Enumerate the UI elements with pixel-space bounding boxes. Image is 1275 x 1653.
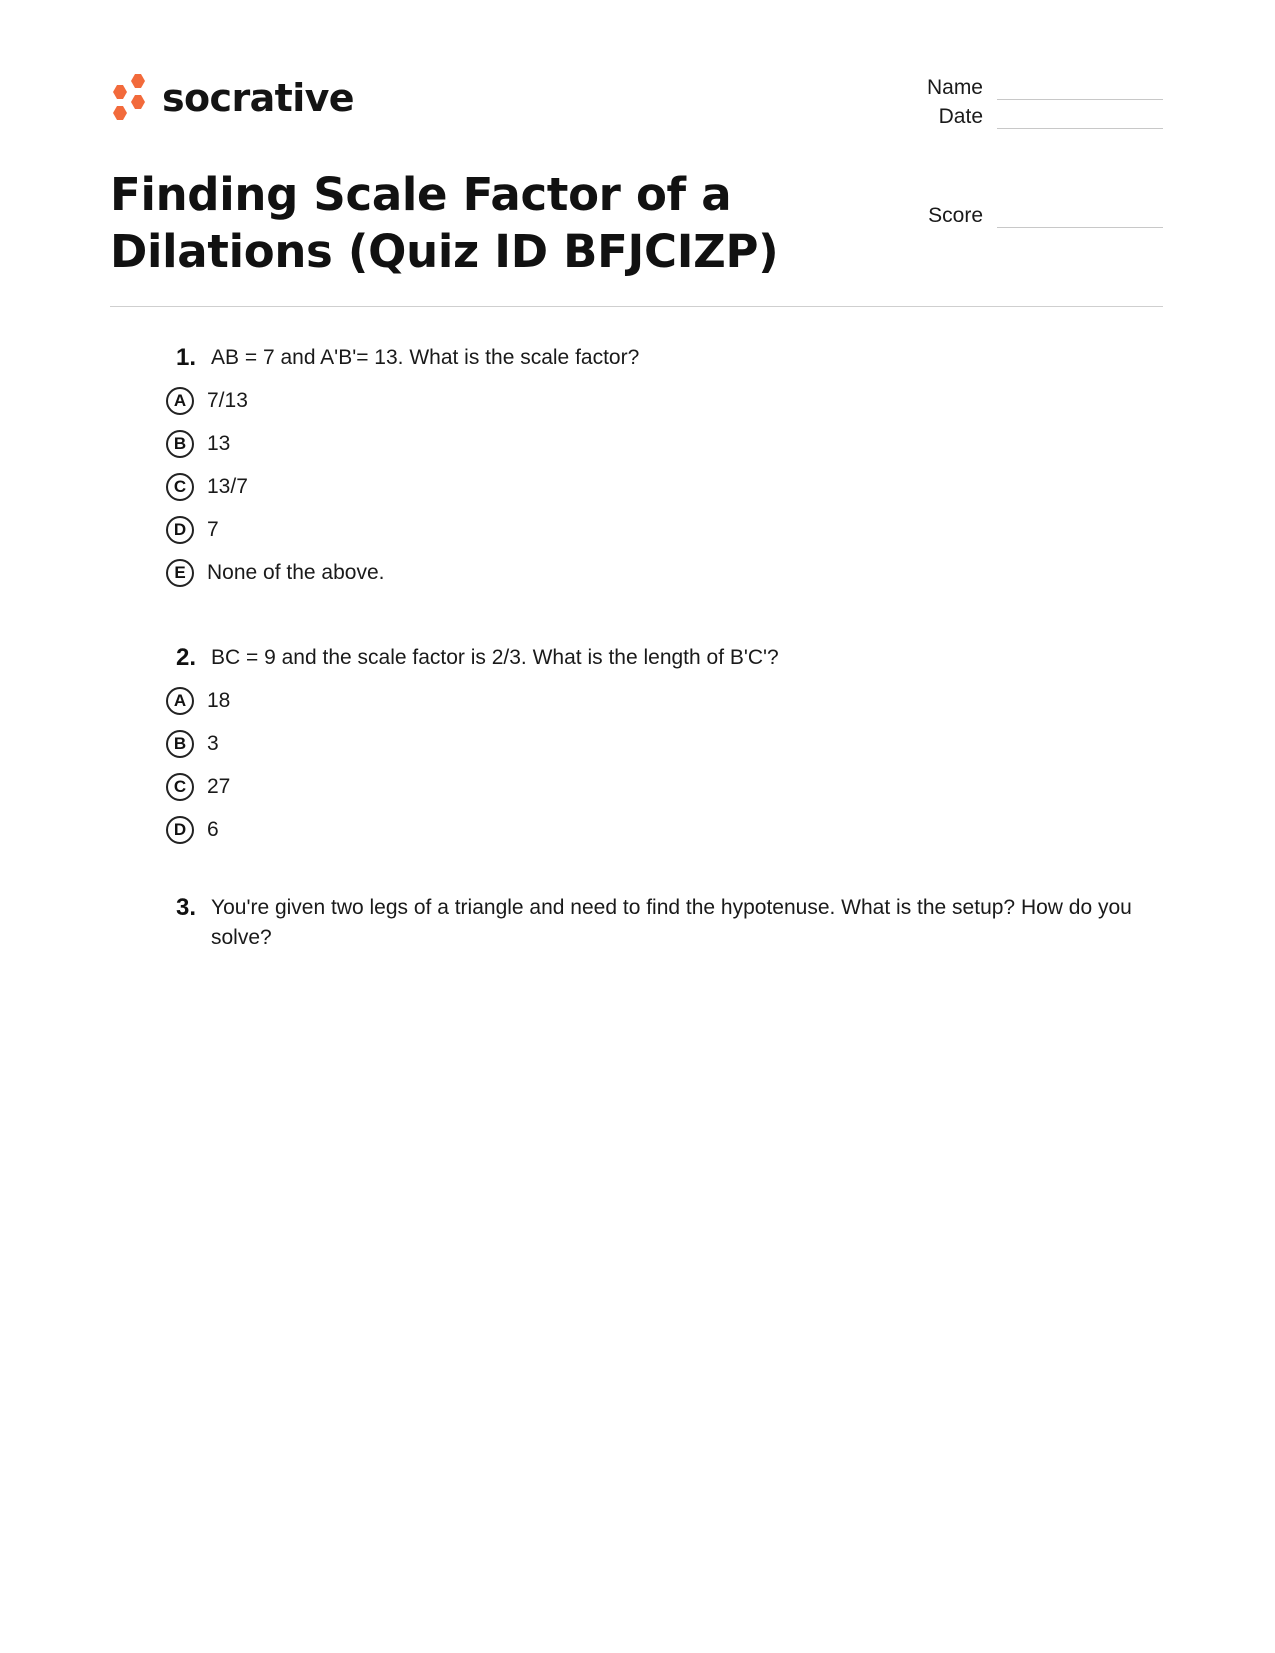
score-label: Score xyxy=(928,204,983,227)
answer-options xyxy=(160,679,1160,851)
option-d[interactable] xyxy=(160,808,1160,851)
option-text: 6 xyxy=(207,817,219,841)
score-blank-line[interactable] xyxy=(997,207,1163,228)
option-text: None of the above. xyxy=(207,560,385,584)
date-blank-line[interactable] xyxy=(997,108,1163,129)
option-a[interactable] xyxy=(160,679,1160,722)
answer-options xyxy=(160,379,1160,594)
option-bubble[interactable]: C xyxy=(166,773,194,801)
option-bubble[interactable]: B xyxy=(166,730,194,758)
option-d[interactable] xyxy=(160,508,1160,551)
question-text: AB = 7 and A'B'= 13. What is the scale factor? xyxy=(211,346,640,369)
option-text: 13/7 xyxy=(207,474,248,498)
question-text: BC = 9 and the scale factor is 2/3. What is the length of B'C'? xyxy=(211,646,779,669)
question-number: 3. xyxy=(175,894,196,921)
page-title: Finding Scale Factor of a Dilations (Quiz ID BFJCIZP) xyxy=(110,168,779,278)
score-field xyxy=(883,204,1163,228)
option-text: 13 xyxy=(207,431,231,455)
date-label: Date xyxy=(938,105,983,128)
option-b[interactable] xyxy=(160,722,1160,765)
question-3 xyxy=(160,893,1160,953)
option-bubble[interactable]: C xyxy=(166,473,194,501)
date-field xyxy=(883,105,1163,129)
header-divider xyxy=(110,306,1163,307)
name-label: Name xyxy=(926,76,983,99)
question-header xyxy=(160,893,1160,953)
name-field xyxy=(883,76,1163,100)
question-header xyxy=(160,643,1160,673)
option-text: 27 xyxy=(207,774,231,798)
socrative-logo xyxy=(110,73,354,123)
socrative-hexagon-icon xyxy=(110,73,150,123)
option-bubble[interactable]: A xyxy=(166,387,194,415)
option-e[interactable] xyxy=(160,551,1160,594)
option-c[interactable] xyxy=(160,465,1160,508)
option-text: 7 xyxy=(207,517,219,541)
option-bubble[interactable]: A xyxy=(166,687,194,715)
option-bubble[interactable]: E xyxy=(166,559,194,587)
question-number: 1. xyxy=(175,344,196,371)
question-text: You're given two legs of a triangle and need to find the hypotenuse. What is the setup? How do you solve? xyxy=(211,896,1132,949)
question-header xyxy=(160,343,1160,373)
option-b[interactable] xyxy=(160,422,1160,465)
option-bubble[interactable]: B xyxy=(166,430,194,458)
question-number: 2. xyxy=(175,644,196,671)
option-c[interactable] xyxy=(160,765,1160,808)
option-text: 18 xyxy=(207,688,231,712)
question-2 xyxy=(160,643,1160,851)
option-bubble[interactable]: D xyxy=(166,816,194,844)
option-text: 3 xyxy=(207,731,219,755)
option-bubble[interactable]: D xyxy=(166,516,194,544)
option-a[interactable] xyxy=(160,379,1160,422)
question-1 xyxy=(160,343,1160,594)
brand-name: socrative xyxy=(162,76,354,120)
option-text: 7/13 xyxy=(207,388,248,412)
name-blank-line[interactable] xyxy=(997,79,1163,100)
